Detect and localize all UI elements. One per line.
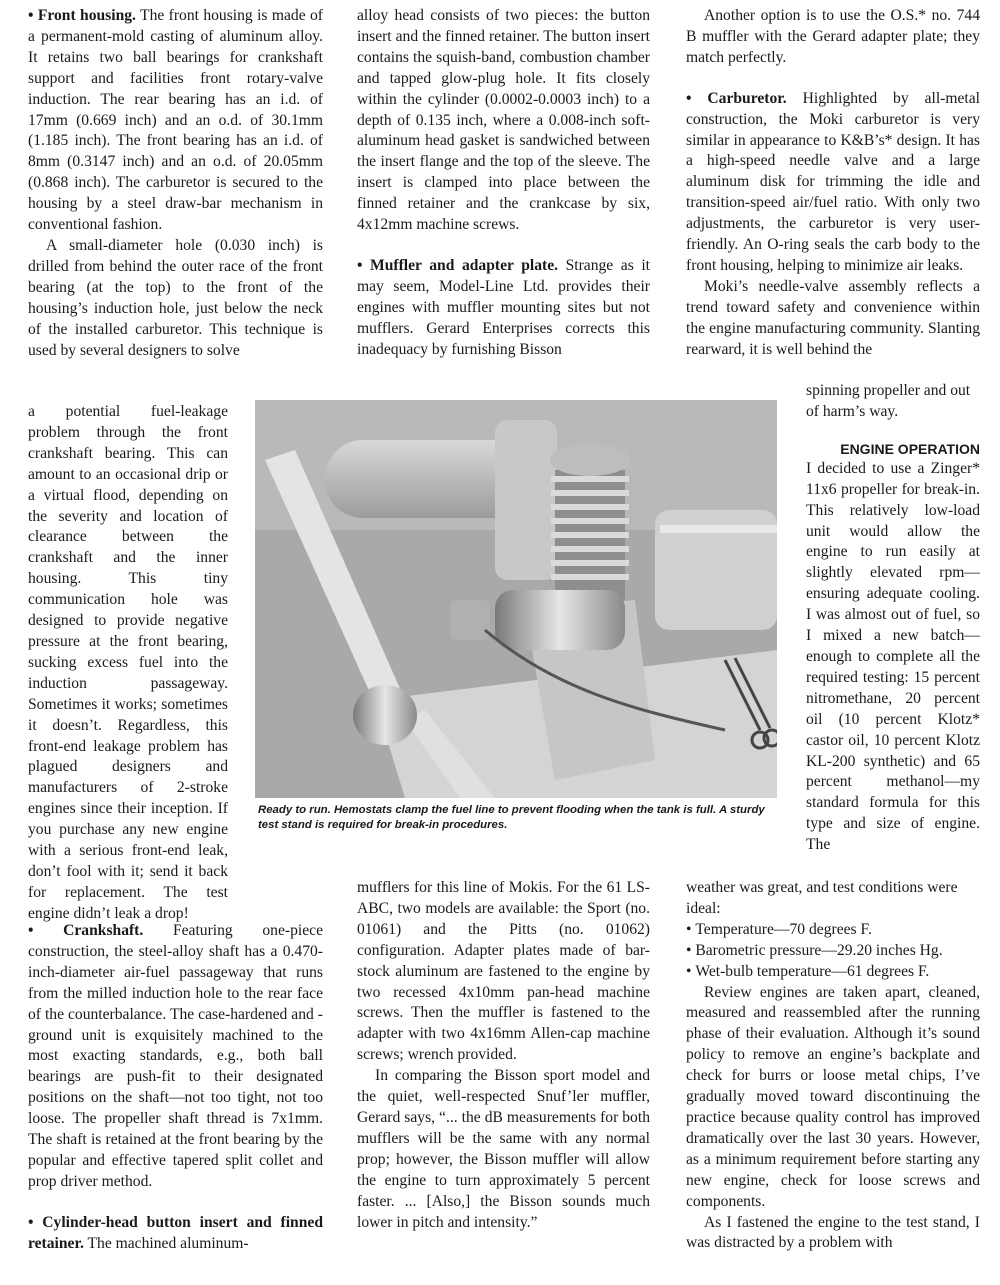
paragraph-needle-valve-cont: spinning propeller and out of harm’s way. <box>806 382 971 420</box>
spinner-icon <box>353 685 417 745</box>
paragraph-comparison: In comparing the Bisson sport model and the quiet, well-respected Snuf’ler muffler, Gerard says, “... the dB measurements for both mufflers will be the same with any normal prop; however, the Bisson muffler will allow the engine to turn approximately 5 percent faster. ... [Also,] the Bisson sounds much lower in pitch and intensity.” <box>357 1067 650 1231</box>
cylinder-fins <box>550 444 630 600</box>
run-in-head: • Crankshaft. <box>28 922 144 939</box>
paragraph-text: Strange as it may seem, Model-Line Ltd. provides their engines with muffler mounting sites but not mufflers. Gerard Enterprises corrects this inadequacy by furnishing Bisson <box>357 256 651 358</box>
paragraph-carburetor <box>686 89 980 277</box>
column-1-bottom <box>28 921 323 1255</box>
section-heading: ENGINE OPERATION <box>840 440 980 457</box>
paragraph-weather: weather was great, and test conditions were ideal: <box>686 879 958 917</box>
carburetor <box>450 600 490 640</box>
column-1-narrow <box>28 402 228 925</box>
column-2 <box>357 6 650 361</box>
column-2-bottom <box>357 878 650 1233</box>
paragraph-text: Featuring one-piece construction, the steel-alloy shaft has a 0.470-inch-diameter air-fuel passageway that runs from the milled induction hole to the rear face of the counterbalance. The case-hardened and -ground unit is exquisitely machined to the most exacting standards, e.g., both ball bearings are push-fit to their designated positions on the shaft—not too tight, not too loose. The propeller shaft thread is 7x1mm. The shaft is retained at the front bearing by the popular and effective tapered split collet and prop driver method. <box>28 922 323 1190</box>
paragraph-head-insert: alloy head consists of two pieces: the button insert and the finned retainer. The button insert contains the squish-band, combustion chamber and tapped glow-plug hole. It fits closely within the cylinder (0.0002-0.0003 inch) to a depth of 0.135 inch, where a 0.008-inch soft-aluminum head gasket is sandwiched between the insert flange and the top of the sleeve. The insert is clamped into place between the finned retainer and the crankcase by six, 4x12mm machine screws. <box>357 7 650 234</box>
paragraph-cylinder-head <box>28 1213 323 1255</box>
paragraph-small-hole: A small-diameter hole (0.030 inch) is drilled from behind the outer race of the front bearing (at the top) to the front of the housing’s induction hole, just below the neck of the installed carburetor. This technique is used by several designers to solve <box>28 236 323 359</box>
paragraph-engine-operation: I decided to use a Zinger* 11x6 propeller for break-in. This relatively low-load unit would allow the engine to run easily at slightly elevated rpm—ensuring adequate cooling. I was almost out of fuel, so I mixed a new batch—enough to complete all the required testing: 15 percent nitromethane, 20 percent oil (10 percent Klotz* castor oil, 10 percent Klotz KL-200 synthetic) and 65 percent methanol—my standard formula for this type and size of engine. The <box>806 459 980 854</box>
paragraph-front-housing <box>28 6 323 236</box>
list-item: • Temperature—70 degrees F. <box>686 920 980 941</box>
run-in-head: • Front housing. <box>28 7 136 24</box>
column-1 <box>28 6 323 361</box>
run-in-head: • Cylinder-head button insert and finned retainer. <box>28 1213 323 1252</box>
paragraph-mufflers-cont: mufflers for this line of Mokis. For the 61 LS-ABC, two models are available: the Sport (no. 01061) and the Pitts (no. 01062) configuration. Adapter plates made of bar-stock aluminum are fastened to the engine by two recessed 4x10mm pan-head machine screws. Then the muffler is fastened to the adapter with two 4x16mm Allen-cap machine screws; wrench provided. <box>357 879 650 1064</box>
paragraph-small-hole-cont: a potential fuel-leakage problem through the front crankshaft bearing. This can amount to an occasional drip or a virtual flood, depending on the severity and location of clearance between the crankshaft and the inner housing. This tiny communication hole was designed to provide negative pressure at the front bearing, sucking excess fuel into the induction passageway. Sometimes it works; sometimes it doesn’t. Regardless, this front-end leakage problem has plagued designers and manufacturers of 2-stroke engines since their inception. If you purchase any new engine with a serious front-end leak, don’t fool with it; send it back for replacement. The test engine didn’t leak a drop! <box>28 403 228 922</box>
list-item: • Wet-bulb temperature—61 degrees F. <box>686 962 980 983</box>
engine-photo-illustration <box>255 400 777 798</box>
conditions-list <box>686 920 980 983</box>
paragraph-review: Review engines are taken apart, cleaned, measured and reassembled after the running phase of their evaluation. Although it’s sound policy to remove an engine’s backplate and check for burrs or loose metal chips, I’ve gradually moved toward discontinuing the practice because quality control has improved dramatically over the last 30 years. However, as a minimum requirement before starting any new engine, check for loose screws and components. <box>686 983 980 1210</box>
paragraph-text: The front housing is made of a permanent-mold casting of aluminum alloy. It retains two ball bearings for crankshaft support and facilities front rotary-valve induction. The rear bearing has an i.d. of 17mm (0.669 inch) and an o.d. of 30.1mm (1.185 inch). The front bearing has an i.d. of 8mm (0.3147 inch) and an o.d. of 20.05mm (0.868 inch). The carburetor is secured to the housing by a steel draw-bar mechanism in conventional fashion. <box>28 7 323 234</box>
paragraph-muffler <box>357 256 650 361</box>
paragraph-text: Highlighted by all-metal construction, the Moki carburetor is very similar in appearance to K&B’s* design. It has a high-speed needle valve and a large aluminum disk for trimming the idle and transition-speed air/fuel ratio. With only two adjustments, the carburetor is very user-friendly. An O-ring seals the carb body to the front housing, helping to minimize air leaks. <box>686 89 981 274</box>
paragraph-needle-valve: Moki’s needle-valve assembly reflects a trend toward safety and convenience within the engine manufacturing community. Slanting rearward, it is well behind the <box>686 277 980 358</box>
crankcase <box>495 590 625 650</box>
paragraph-text: The machined aluminum- <box>83 1234 249 1252</box>
run-in-head: • Muffler and adapter plate. <box>357 256 559 274</box>
engine-photo <box>255 400 777 798</box>
list-item: • Barometric pressure—29.20 inches Hg. <box>686 941 980 962</box>
figure-caption: Ready to run. Hemostats clamp the fuel line to prevent flooding when the tank is full. A sturdy test stand is required for break-in procedures. <box>258 804 765 831</box>
paragraph-crankshaft <box>28 921 323 1193</box>
paragraph-option: Another option is to use the O.S.* no. 744 B muffler with the Gerard adapter plate; they match perfectly. <box>686 7 980 66</box>
column-3-narrow <box>806 381 980 856</box>
paragraph-test-stand: As I fastened the engine to the test stand, I was distracted by a problem with <box>686 1213 980 1252</box>
column-3-bottom <box>686 878 980 1254</box>
muffler-neck <box>495 420 557 580</box>
column-3 <box>686 6 980 361</box>
run-in-head: • Carburetor. <box>686 89 787 107</box>
